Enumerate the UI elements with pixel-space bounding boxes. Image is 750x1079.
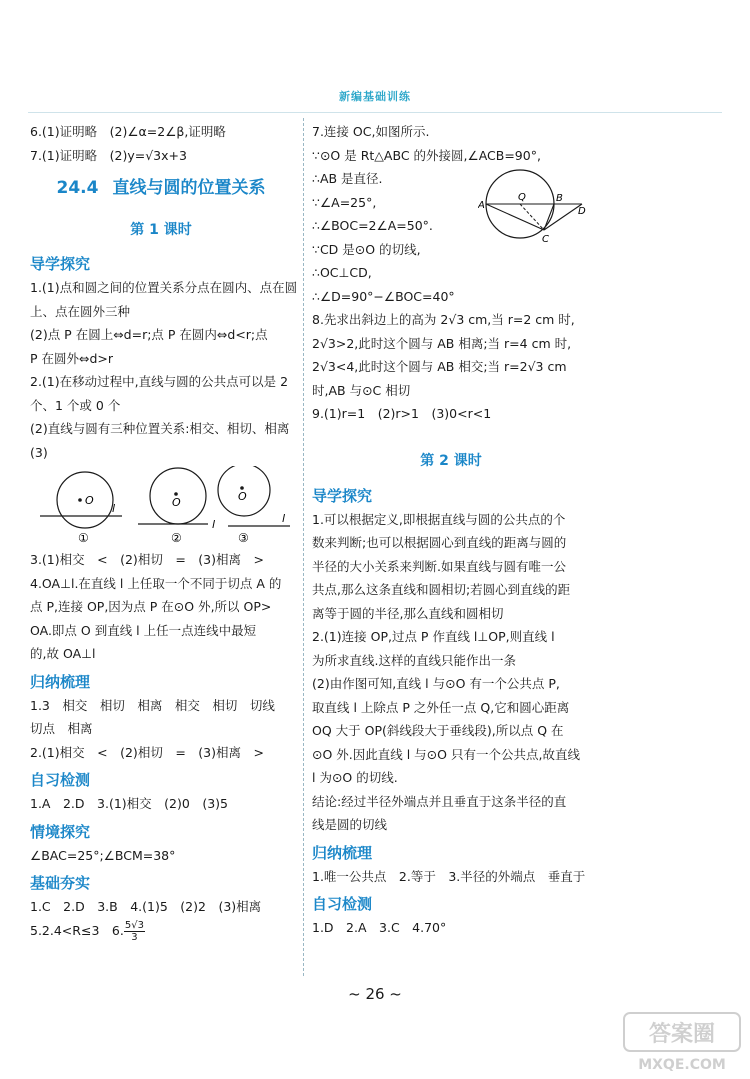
figure-label-3: ③ bbox=[238, 531, 249, 545]
line-label: l bbox=[112, 502, 116, 515]
answer-line: (3) bbox=[30, 444, 48, 460]
header-rule bbox=[28, 112, 722, 113]
answer-line: 1.A 2.D 3.(1)相交 (2)0 (3)5 bbox=[30, 796, 228, 811]
lesson-title: 第 2 课时 bbox=[420, 453, 482, 469]
section-heading: 归纳梳理 bbox=[312, 843, 373, 862]
fraction bbox=[124, 920, 145, 943]
figure-label-2: ② bbox=[171, 531, 182, 545]
section-heading: 自习检测 bbox=[312, 895, 373, 913]
answer-line bbox=[30, 919, 292, 943]
answer-line: 2.(1)在移动过程中,直线与圆的公共点可以是 2 bbox=[30, 374, 289, 389]
section-heading: 基础夯实 bbox=[30, 874, 91, 892]
answer-line: ∴∠BOC=2∠A=50°. bbox=[312, 218, 433, 233]
answer-line: OQ 大于 OP(斜线段大于垂线段),所以点 Q 在 bbox=[312, 723, 564, 738]
answer-line: 1.C 2.D 3.B 4.(1)5 (2)2 (3)相离 bbox=[30, 899, 262, 914]
answer-line: (2)由作图可知,直线 l 与⊙O 有一个公共点 P, bbox=[312, 676, 560, 691]
answer-line: 6.(1)证明略 (2)∠α=2∠β,证明略 bbox=[30, 124, 226, 139]
answer-line: 点 P,连接 OP,因为点 P 在⊙O 外,所以 OP> bbox=[30, 599, 272, 614]
section-heading: 导学探究 bbox=[312, 486, 373, 505]
answer-line: ∴AB 是直径. bbox=[312, 171, 383, 186]
point-q-label: Q bbox=[518, 192, 526, 203]
answer-line: 离等于圆的半径,那么直线和圆相切 bbox=[312, 605, 504, 621]
fraction-numerator: 5√3 bbox=[124, 919, 144, 931]
answer-line: 线是圆的切线 bbox=[312, 817, 388, 832]
answer-line: 切点 相离 bbox=[30, 721, 93, 736]
answer-line: ∴∠D=90°−∠BOC=40° bbox=[312, 288, 455, 304]
answer-line: 2√3<4,此时这个圆与 AB 相交;当 r=2√3 cm bbox=[312, 359, 567, 374]
tangent-geometry-figure bbox=[478, 168, 590, 244]
answer-line: ∵CD 是⊙O 的切线, bbox=[312, 241, 421, 257]
line-label: l bbox=[282, 512, 286, 525]
answer-line: 为所求直线.这样的直线只能作出一条 bbox=[312, 652, 516, 668]
watermark-bottom: MXQE.COM bbox=[638, 1057, 726, 1073]
radius-oc bbox=[520, 204, 544, 230]
right-column-top bbox=[312, 120, 590, 426]
answer-line: 上、点在圆外三种 bbox=[30, 303, 131, 319]
answer-line: OA.即点 O 到直线 l 上任一点连线中最短 bbox=[30, 622, 257, 638]
answer-line: ∵∠A=25°, bbox=[312, 194, 377, 210]
answer-line: 时,AB 与⊙C 相切 bbox=[312, 382, 411, 398]
section-heading: 情境探究 bbox=[30, 822, 91, 841]
answer-line: 1.3 相交 相切 相离 相交 相切 切线 bbox=[30, 697, 275, 713]
right-column-bottom bbox=[312, 430, 590, 940]
center-label: O bbox=[238, 490, 247, 503]
answer-line: 1.(1)点和圆之间的位置关系分点在圆内、点在圆 bbox=[30, 280, 298, 295]
answer-line: 取直线 l 上除点 P 之外任一点 Q,它和圆心距离 bbox=[312, 699, 570, 715]
circle-line-figure bbox=[30, 466, 292, 548]
answer-line: ∵⊙O 是 Rt△ABC 的外接圆,∠ACB=90°, bbox=[312, 147, 541, 163]
answer-line: 半径的大小关系来判断.如果直线与圆有唯一公 bbox=[312, 558, 566, 574]
answer-line: (2)点 P 在圆上⇔d=r;点 P 在圆内⇔d<r;点 bbox=[30, 327, 268, 342]
chapter-number: 24.4 bbox=[56, 178, 99, 198]
center-label: O bbox=[172, 496, 181, 509]
point-a-label: A bbox=[478, 200, 485, 211]
answer-line: l 为⊙O 的切线. bbox=[312, 770, 398, 785]
chapter-name: 直线与圆的位置关系 bbox=[112, 178, 266, 198]
answer-line: 8.先求出斜边上的高为 2√3 cm,当 r=2 cm 时, bbox=[312, 312, 575, 327]
answer-line: (2)直线与圆有三种位置关系:相交、相切、相离 bbox=[30, 421, 290, 436]
point-d-label: D bbox=[578, 206, 586, 217]
answer-line: 7.(1)证明略 (2)y=√3x+3 bbox=[30, 147, 187, 163]
running-header: 新编基础训练 bbox=[339, 90, 411, 103]
center-label: O bbox=[85, 494, 94, 507]
page-number: ~ 26 ~ bbox=[348, 985, 402, 1003]
figure-label-1: ① bbox=[78, 531, 89, 545]
answer-line: 1.D 2.A 3.C 4.70° bbox=[312, 920, 447, 935]
answer-line: 个、1 个或 0 个 bbox=[30, 397, 121, 413]
watermark-top: 答案圈 bbox=[648, 1022, 716, 1047]
section-heading: 归纳梳理 bbox=[30, 672, 91, 691]
section-heading: 导学探究 bbox=[30, 255, 91, 273]
section-heading: 自习检测 bbox=[30, 771, 91, 789]
answer-line: 的,故 OA⊥l bbox=[30, 646, 96, 661]
answer-line: 共点,那么这条直线和圆相切;若圆心到直线的距 bbox=[312, 582, 571, 597]
answer-line: 结论:经过半径外端点并且垂直于这条半径的直 bbox=[312, 793, 567, 809]
answer-line: 9.(1)r=1 (2)r>1 (3)0<r<1 bbox=[312, 406, 492, 421]
tangent-cd bbox=[544, 204, 582, 230]
point-b-label: B bbox=[556, 193, 563, 204]
answer-line: 1.可以根据定义,即根据直线与圆的公共点的个 bbox=[312, 511, 566, 527]
answer-line: 2.(1)相交 < (2)相切 = (3)相离 > bbox=[30, 744, 264, 760]
point-c-label: C bbox=[542, 234, 549, 244]
answer-line: 2√3>2,此时这个圆与 AB 相离;当 r=4 cm 时, bbox=[312, 335, 572, 351]
answer-line: ∴OC⊥CD, bbox=[312, 265, 372, 280]
answer-line: 2.(1)连接 OP,过点 P 作直线 l⊥OP,则直线 l bbox=[312, 629, 555, 644]
lesson-title: 第 1 课时 bbox=[130, 221, 192, 238]
answer-line: P 在圆外⇔d>r bbox=[30, 350, 114, 366]
left-column bbox=[30, 120, 298, 943]
answer-line: 3.(1)相交 < (2)相切 = (3)相离 > bbox=[30, 552, 264, 567]
answer-line: ∠BAC=25°;∠BCM=38° bbox=[30, 847, 176, 863]
chapter-title bbox=[30, 177, 292, 201]
answer-line: 7.连接 OC,如图所示. bbox=[312, 124, 430, 139]
answer-line: 1.唯一公共点 2.等于 3.半径的外端点 垂直于 bbox=[312, 868, 586, 884]
answer-text: 5.2.4<R≤3 6. bbox=[30, 922, 124, 938]
column-divider bbox=[303, 118, 304, 976]
watermark-logo bbox=[622, 1011, 742, 1075]
line-label: l bbox=[212, 518, 216, 531]
answer-line: 4.OA⊥l.在直线 l 上任取一个不同于切点 A 的 bbox=[30, 575, 282, 591]
answer-line: ⊙O 外.因此直线 l 与⊙O 只有一个公共点,故直线 bbox=[312, 746, 580, 762]
answer-line: 数来判断;也可以根据圆心到直线的距离与圆的 bbox=[312, 535, 567, 550]
fraction-denominator: 3 bbox=[131, 931, 138, 943]
